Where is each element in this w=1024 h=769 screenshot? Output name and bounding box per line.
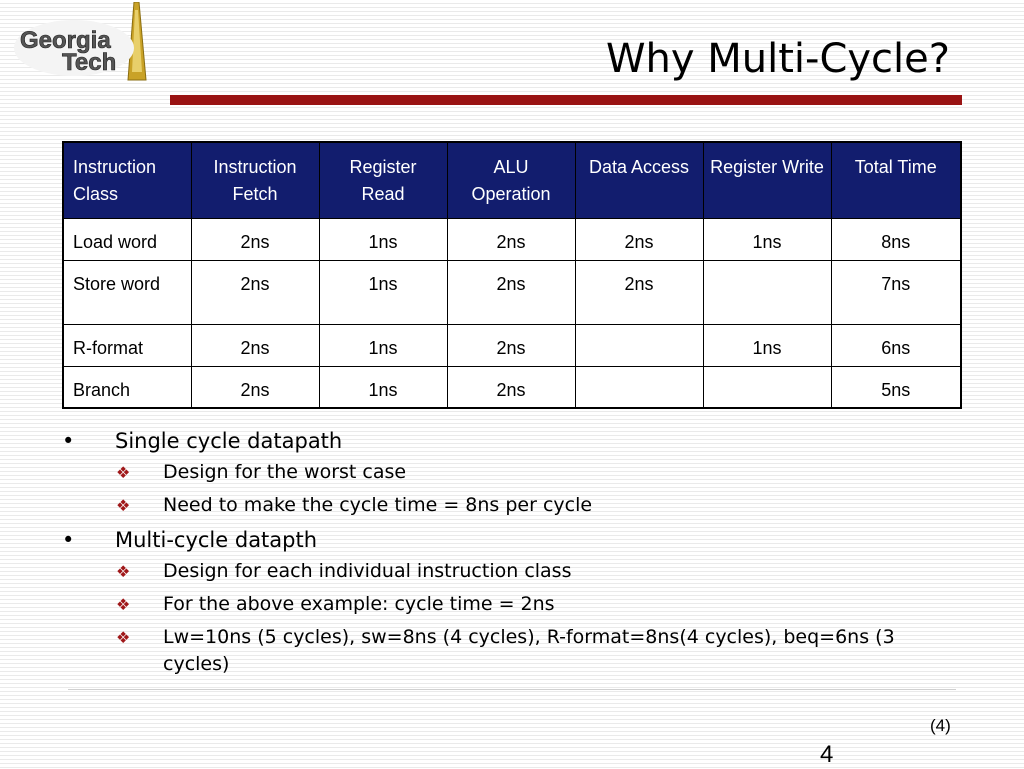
- table-cell: 2ns: [447, 366, 575, 408]
- table-cell: 2ns: [447, 218, 575, 260]
- logo-line1: Georgia: [20, 27, 111, 54]
- logo-line2: Tech: [62, 49, 117, 76]
- bullet-item: [62, 426, 962, 459]
- bullet-text: Multi-cycle datapth: [115, 528, 318, 552]
- table-cell: 2ns: [191, 324, 319, 366]
- sub-bullet-text: For the above example: cycle time = 2ns: [163, 593, 555, 615]
- header-instruction-fetch: Instruction Fetch: [191, 142, 319, 218]
- sub-bullet-item: [62, 591, 962, 624]
- sub-bullet-item: [62, 459, 962, 492]
- diamond-bullet-icon: ❖: [116, 628, 131, 647]
- table-cell: [703, 260, 831, 324]
- page-number: 4: [820, 741, 834, 768]
- slide-title: Why Multi-Cycle?: [605, 36, 950, 82]
- sub-bullet-item: [62, 492, 962, 525]
- sub-bullet-text: Design for each individual instruction class: [163, 560, 572, 582]
- reference-label: (4): [930, 716, 951, 735]
- diamond-bullet-icon: ❖: [116, 562, 131, 581]
- table-cell: [703, 366, 831, 408]
- table-cell: [575, 366, 703, 408]
- header-alu-operation: ALU Operation: [447, 142, 575, 218]
- table-row: [63, 366, 961, 408]
- table-header-row: [63, 142, 961, 218]
- table-row: [63, 324, 961, 366]
- bullet-item: [62, 525, 962, 558]
- footer-rule: [68, 689, 956, 690]
- table-cell: 2ns: [575, 260, 703, 324]
- table-cell: 1ns: [703, 218, 831, 260]
- diamond-bullet-icon: ❖: [116, 496, 131, 515]
- table-cell: 2ns: [191, 366, 319, 408]
- table-cell: 2ns: [191, 260, 319, 324]
- title-rule: [170, 95, 962, 105]
- table-cell: 1ns: [319, 366, 447, 408]
- table-cell: R-format: [63, 324, 191, 366]
- table-cell: 2ns: [447, 324, 575, 366]
- timing-table: [62, 141, 962, 409]
- table-cell: 5ns: [831, 366, 961, 408]
- table-cell: 1ns: [319, 218, 447, 260]
- sub-bullet-item: [62, 624, 962, 678]
- table-cell: 2ns: [191, 218, 319, 260]
- georgia-tech-logo: [14, 2, 154, 82]
- table-cell: Load word: [63, 218, 191, 260]
- table-cell: 6ns: [831, 324, 961, 366]
- timing-table-wrapper: [62, 141, 960, 409]
- diamond-bullet-icon: ❖: [116, 463, 131, 482]
- header-data-access: Data Access: [575, 142, 703, 218]
- table-cell: Branch: [63, 366, 191, 408]
- table-cell: [575, 324, 703, 366]
- table-cell: Store word: [63, 260, 191, 324]
- bullet-dot-icon: •: [62, 429, 75, 453]
- diamond-bullet-icon: ❖: [116, 595, 131, 614]
- table-cell: 8ns: [831, 218, 961, 260]
- table-cell: 7ns: [831, 260, 961, 324]
- sub-bullet-item: [62, 558, 962, 591]
- table-row: [63, 218, 961, 260]
- table-row: [63, 260, 961, 324]
- bullet-text: Single cycle datapath: [115, 429, 343, 453]
- sub-bullet-text: Design for the worst case: [163, 461, 407, 483]
- table-cell: 2ns: [447, 260, 575, 324]
- table-cell: 1ns: [319, 260, 447, 324]
- bullet-list: [62, 426, 962, 678]
- bullet-dot-icon: •: [62, 528, 75, 552]
- header-total-time: Total Time: [831, 142, 961, 218]
- header-register-write: Register Write: [703, 142, 831, 218]
- sub-bullet-text: Lw=10ns (5 cycles), sw=8ns (4 cycles), R-format=8ns(4 cycles), beq=6ns (3 cycles): [163, 626, 895, 675]
- header-register-read: Register Read: [319, 142, 447, 218]
- header-instruction-class: Instruction Class: [63, 142, 191, 218]
- table-cell: 1ns: [319, 324, 447, 366]
- table-cell: 2ns: [575, 218, 703, 260]
- table-cell: 1ns: [703, 324, 831, 366]
- sub-bullet-text: Need to make the cycle time = 8ns per cycle: [163, 494, 593, 516]
